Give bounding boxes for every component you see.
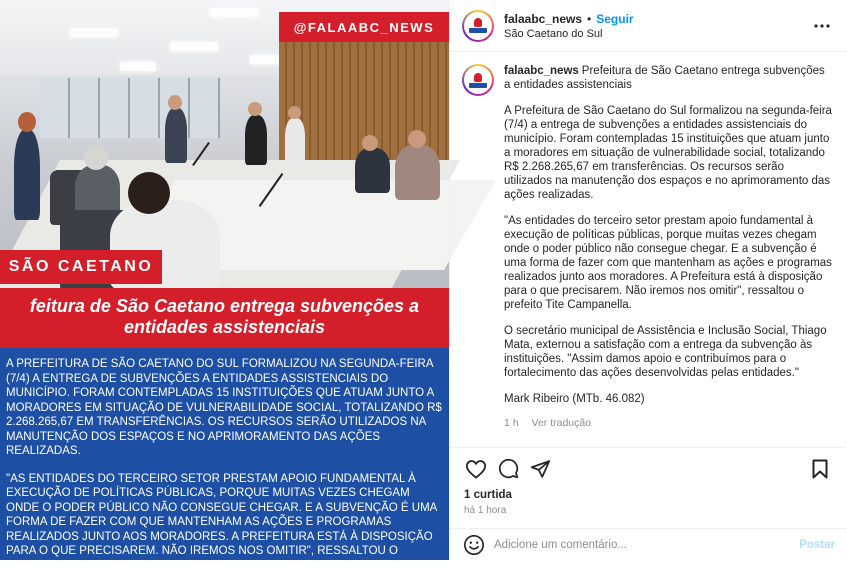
username-link[interactable]: falaabc_news xyxy=(504,12,582,26)
heart-icon[interactable] xyxy=(460,453,492,485)
likes-count[interactable]: 1 curtida xyxy=(450,489,846,501)
post-image-text xyxy=(0,350,449,560)
post-headline: feitura de São Caetano entrega subvenções a entidades assistenciais xyxy=(0,288,449,348)
separator-dot: • xyxy=(587,12,591,26)
caption-paragraph: O secretário municipal de Assistência e Inclusão Social, Thiago Mata, externou a satisfação com a entrega da subvenção às instituições. "Assim damos apoio e contribuímos para o fortalecimento das ações desenvolvidas pelas entidades." xyxy=(504,324,832,380)
caption-area[interactable] xyxy=(450,52,846,447)
post-sidebar xyxy=(449,0,846,560)
caption-paragraph: "As entidades do terceiro setor prestam apoio fundamental à execução de políticas públicas, porque muitas vezes chegam onde o poder público não consegue chegar. E a subvenção é uma forma de fazer com que mantenham as ações e programas realizados junto aos moradores. A Prefeitura está à disposição para o que precisarem. Não iremos nos omitir", ressaltou o prefeito Tite Campanella. xyxy=(504,214,832,312)
more-horizontal-icon[interactable] xyxy=(810,14,834,38)
caption-text xyxy=(504,64,832,430)
comment-bar xyxy=(450,528,847,560)
location-link[interactable]: São Caetano do Sul xyxy=(504,28,810,40)
bookmark-icon[interactable] xyxy=(804,453,836,485)
falaabc-logo-icon xyxy=(467,15,489,37)
caption-username[interactable]: falaabc_news xyxy=(504,65,579,77)
caption-age: 1 h xyxy=(504,417,519,429)
share-icon[interactable] xyxy=(524,453,556,485)
caption-author: Mark Ribeiro (MTb. 46.082) xyxy=(504,392,832,406)
action-bar xyxy=(450,447,846,489)
post-image-paragraph: A PREFEITURA DE SÃO CAETANO DO SUL FORMALIZOU NA SEGUNDA-FEIRA (7/4) A ENTREGA DE SUBVENÇÕES A ENTIDADES ASSISTENCIAIS DO MUNICÍPIO. FORAM CONTEMPLADAS 15 INSTITUIÇÕES QUE ATUAM JUNTO A MORADORES EM SITUAÇÃO DE VULNERABILIDADE SOCIAL, TOTALIZANDO R$ 2.268.265,67 EM TRANSFERÊNCIAS. OS RECURSOS SERÃO UTILIZADOS NA MANUTENÇÃO DOS ESPAÇOS E NO APRIMORAMENTO DAS AÇÕES REALIZADAS. xyxy=(6,357,443,459)
follow-button[interactable]: Seguir xyxy=(596,12,633,26)
handle-banner: @FALAABC_NEWS xyxy=(279,12,449,42)
post-time: há 1 hora xyxy=(450,501,846,516)
avatar[interactable] xyxy=(462,10,494,42)
avatar[interactable] xyxy=(462,64,494,96)
post-header xyxy=(450,0,846,52)
caption-title: Prefeitura de São Caetano entrega subvenções a entidades assistenciais xyxy=(504,65,825,91)
post-comment-button[interactable]: Postar xyxy=(799,539,835,551)
falaabc-logo-icon xyxy=(467,69,489,91)
comment-icon[interactable] xyxy=(492,453,524,485)
translation-link[interactable]: Ver tradução xyxy=(532,417,592,429)
post-image-paragraph: "AS ENTIDADES DO TERCEIRO SETOR PRESTAM APOIO FUNDAMENTAL À EXECUÇÃO DE POLÍTICAS PÚBLICAS, PORQUE MUITAS VEZES CHEGAM ONDE O PODER PÚBLICO NÃO CONSEGUE CHEGAR. E A SUBVENÇÃO É UMA FORMA DE FAZER COM QUE MANTENHAM AS AÇÕES E PROGRAMAS REALIZADOS JUNTO AOS MORADORES. A PREFEITURA ESTÁ À DISPOSIÇÃO PARA O QUE PRECISAREM. NÃO IREMOS NOS OMITIR", RESSALTOU O PREFEITO TITE CAMPANELLA. xyxy=(6,472,443,573)
emoji-icon[interactable] xyxy=(462,533,486,557)
caption-paragraph: A Prefeitura de São Caetano do Sul formalizou na segunda-feira (7/4) a entrega de subvenções a entidades assistenciais do município. Foram contempladas 15 instituições que atuam junto a moradores em situação de vulnerabilidade social, totalizando R$ 2.268.265,67 em transferências. Os recursos serão utilizados na manutenção dos espaços e no aprimoramento das ações realizadas. xyxy=(504,104,832,202)
comment-input[interactable] xyxy=(494,539,799,551)
city-badge: SÃO CAETANO xyxy=(0,250,162,284)
